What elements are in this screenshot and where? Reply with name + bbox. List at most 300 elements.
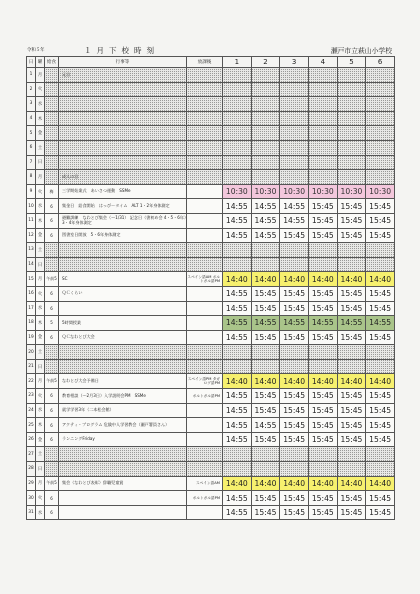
dismissal-time-cell: 14:55 xyxy=(280,199,309,214)
lunch-cell xyxy=(45,345,59,360)
dismissal-time-cell xyxy=(251,111,280,126)
lunch-cell: 6 xyxy=(45,330,59,345)
dismissal-time-cell: 15:45 xyxy=(308,199,337,214)
club-cell xyxy=(187,257,223,272)
dismissal-time-cell: 14:55 xyxy=(223,432,252,447)
event-cell: ＱＣくらい xyxy=(59,286,187,301)
dismissal-time-cell: 14:55 xyxy=(223,316,252,331)
dismissal-time-cell xyxy=(366,359,395,374)
dismissal-time-cell: 14:40 xyxy=(223,374,252,389)
table-row xyxy=(27,374,395,389)
day-cell: 20 xyxy=(27,345,36,360)
weekday-cell: 水 xyxy=(36,301,45,316)
weekday-cell: 月 xyxy=(36,68,45,83)
dismissal-time-cell: 15:45 xyxy=(308,213,337,228)
club-cell xyxy=(187,447,223,462)
dismissal-time-cell xyxy=(337,462,366,477)
dismissal-time-cell xyxy=(366,97,395,112)
weekday-cell: 土 xyxy=(36,140,45,155)
dismissal-time-cell xyxy=(251,243,280,258)
col-header-grade-3: 3 xyxy=(280,57,309,68)
day-cell: 24 xyxy=(27,403,36,418)
dismissal-time-cell xyxy=(280,359,309,374)
event-cell: SC xyxy=(59,272,187,287)
event-cell xyxy=(59,82,187,97)
lunch-cell: 梅 xyxy=(45,184,59,199)
col-header-weekday: 曜 xyxy=(36,57,45,68)
table-row xyxy=(27,447,395,462)
day-cell: 14 xyxy=(27,257,36,272)
lunch-cell: 午前5 xyxy=(45,476,59,491)
dismissal-time-cell xyxy=(251,97,280,112)
dismissal-time-cell xyxy=(366,126,395,141)
dismissal-time-cell: 15:45 xyxy=(251,491,280,506)
dismissal-time-cell: 10:30 xyxy=(366,184,395,199)
event-cell: 教育相談（～2月3日）入学説明会PM SSMe xyxy=(59,389,187,404)
club-cell xyxy=(187,199,223,214)
col-header-club: 放課後 xyxy=(187,57,223,68)
day-cell: 15 xyxy=(27,272,36,287)
table-row xyxy=(27,476,395,491)
lunch-cell: 6 xyxy=(45,286,59,301)
table-row xyxy=(27,359,395,374)
dismissal-time-cell: 15:45 xyxy=(251,403,280,418)
dismissal-time-cell: 14:55 xyxy=(223,286,252,301)
col-header-grade-5: 5 xyxy=(337,57,366,68)
dismissal-time-cell: 15:45 xyxy=(337,418,366,433)
table-row xyxy=(27,491,395,506)
event-cell xyxy=(59,257,187,272)
table-row xyxy=(27,505,395,520)
lunch-cell: 午前5 xyxy=(45,272,59,287)
dismissal-time-cell: 14:40 xyxy=(251,476,280,491)
dismissal-time-cell xyxy=(308,155,337,170)
club-cell: ポルトガル語PM xyxy=(187,389,223,404)
weekday-cell: 日 xyxy=(36,257,45,272)
club-cell xyxy=(187,345,223,360)
table-row xyxy=(27,184,395,199)
dismissal-time-cell xyxy=(280,243,309,258)
event-cell xyxy=(59,345,187,360)
dismissal-time-cell xyxy=(366,257,395,272)
dismissal-time-cell xyxy=(308,447,337,462)
weekday-cell: 火 xyxy=(36,491,45,506)
school-name: 瀬戸市立萩山小学校 xyxy=(330,47,392,55)
weekday-cell: 金 xyxy=(36,126,45,141)
dismissal-time-cell: 14:55 xyxy=(223,330,252,345)
club-cell xyxy=(187,432,223,447)
lunch-cell xyxy=(45,462,59,477)
lunch-cell xyxy=(45,257,59,272)
day-cell: 5 xyxy=(27,126,36,141)
day-cell: 16 xyxy=(27,286,36,301)
dismissal-time-cell: 14:40 xyxy=(337,374,366,389)
lunch-cell xyxy=(45,126,59,141)
dismissal-time-cell: 14:55 xyxy=(251,213,280,228)
col-header-grade-4: 4 xyxy=(308,57,337,68)
lunch-cell: 6 xyxy=(45,418,59,433)
club-cell xyxy=(187,243,223,258)
dismissal-time-cell: 14:55 xyxy=(251,199,280,214)
dismissal-time-cell xyxy=(251,155,280,170)
weekday-cell: 日 xyxy=(36,359,45,374)
dismissal-time-cell: 14:55 xyxy=(223,213,252,228)
dismissal-time-cell xyxy=(337,111,366,126)
club-cell xyxy=(187,403,223,418)
event-cell: 元日 xyxy=(59,68,187,83)
table-row xyxy=(27,82,395,97)
table-row xyxy=(27,213,395,228)
dismissal-time-cell xyxy=(223,97,252,112)
table-row xyxy=(27,389,395,404)
weekday-cell: 土 xyxy=(36,447,45,462)
dismissal-time-cell xyxy=(280,126,309,141)
table-row xyxy=(27,111,395,126)
dismissal-time-cell xyxy=(280,462,309,477)
table-row xyxy=(27,418,395,433)
dismissal-time-cell xyxy=(223,68,252,83)
dismissal-time-cell xyxy=(280,68,309,83)
day-cell: 4 xyxy=(27,111,36,126)
table-row xyxy=(27,68,395,83)
dismissal-time-cell: 14:40 xyxy=(223,476,252,491)
day-cell: 1 xyxy=(27,68,36,83)
col-header-day: 日 xyxy=(27,57,36,68)
dismissal-time-cell xyxy=(280,97,309,112)
dismissal-time-cell: 15:45 xyxy=(280,228,309,243)
event-cell xyxy=(59,462,187,477)
weekday-cell: 金 xyxy=(36,228,45,243)
day-cell: 22 xyxy=(27,374,36,389)
dismissal-time-cell: 14:55 xyxy=(308,316,337,331)
dismissal-time-cell: 15:45 xyxy=(366,228,395,243)
club-cell xyxy=(187,111,223,126)
event-cell: 集会（なわとび表彰）辞職児童賞 xyxy=(59,476,187,491)
table-row xyxy=(27,97,395,112)
weekday-cell: 木 xyxy=(36,111,45,126)
col-header-grade-2: 2 xyxy=(251,57,280,68)
dismissal-time-cell: 14:55 xyxy=(366,316,395,331)
dismissal-time-cell xyxy=(337,126,366,141)
dismissal-time-cell xyxy=(366,155,395,170)
table-row xyxy=(27,272,395,287)
dismissal-time-cell xyxy=(251,82,280,97)
dismissal-time-cell xyxy=(223,111,252,126)
dismissal-time-cell: 14:40 xyxy=(251,272,280,287)
event-cell xyxy=(59,491,187,506)
dismissal-time-cell xyxy=(366,170,395,185)
lunch-cell: 6 xyxy=(45,491,59,506)
dismissal-time-cell: 14:55 xyxy=(223,199,252,214)
table-row xyxy=(27,330,395,345)
dismissal-time-cell: 15:45 xyxy=(337,505,366,520)
dismissal-time-cell: 15:45 xyxy=(280,432,309,447)
dismissal-time-cell xyxy=(251,126,280,141)
day-cell: 21 xyxy=(27,359,36,374)
table-row xyxy=(27,199,395,214)
table-row xyxy=(27,140,395,155)
dismissal-time-cell xyxy=(308,345,337,360)
dismissal-time-cell xyxy=(366,243,395,258)
table-row xyxy=(27,316,395,331)
day-cell: 18 xyxy=(27,316,36,331)
club-cell xyxy=(187,155,223,170)
dismissal-time-cell xyxy=(251,68,280,83)
dismissal-time-cell xyxy=(223,345,252,360)
dismissal-time-cell: 15:45 xyxy=(337,213,366,228)
club-cell: スペイン語AM xyxy=(187,476,223,491)
dismissal-time-cell xyxy=(337,345,366,360)
table-row xyxy=(27,257,395,272)
dismissal-time-cell xyxy=(308,243,337,258)
day-cell: 11 xyxy=(27,213,36,228)
event-cell xyxy=(59,359,187,374)
table-row xyxy=(27,286,395,301)
club-cell xyxy=(187,330,223,345)
dismissal-time-cell xyxy=(308,140,337,155)
dismissal-time-cell: 14:55 xyxy=(251,316,280,331)
dismissal-time-cell xyxy=(337,170,366,185)
club-cell: スペイン語PM タガログ語PM xyxy=(187,374,223,389)
dismissal-time-cell xyxy=(251,359,280,374)
dismissal-time-cell: 10:30 xyxy=(337,184,366,199)
dismissal-time-cell xyxy=(223,170,252,185)
col-header-lunch: 給食 xyxy=(45,57,59,68)
event-cell xyxy=(59,447,187,462)
dismissal-time-cell xyxy=(337,97,366,112)
club-cell xyxy=(187,170,223,185)
dismissal-time-cell: 15:45 xyxy=(337,199,366,214)
lunch-cell xyxy=(45,447,59,462)
weekday-cell: 月 xyxy=(36,476,45,491)
dismissal-time-cell: 14:55 xyxy=(223,491,252,506)
dismissal-time-cell xyxy=(280,82,309,97)
dismissal-time-cell: 15:45 xyxy=(308,286,337,301)
lunch-cell: 6 xyxy=(45,432,59,447)
club-cell xyxy=(187,505,223,520)
weekday-cell: 日 xyxy=(36,462,45,477)
day-cell: 2 xyxy=(27,82,36,97)
col-header-grade-6: 6 xyxy=(366,57,395,68)
dismissal-time-cell xyxy=(251,170,280,185)
club-cell xyxy=(187,82,223,97)
dismissal-time-cell: 14:40 xyxy=(280,476,309,491)
dismissal-time-table xyxy=(26,56,395,520)
lunch-cell xyxy=(45,243,59,258)
weekday-cell: 火 xyxy=(36,286,45,301)
table-row xyxy=(27,345,395,360)
weekday-cell: 木 xyxy=(36,213,45,228)
dismissal-time-cell: 14:40 xyxy=(366,476,395,491)
table-header-row xyxy=(27,57,395,68)
dismissal-time-cell: 15:45 xyxy=(308,301,337,316)
dismissal-time-cell: 14:55 xyxy=(251,228,280,243)
dismissal-time-cell: 10:30 xyxy=(280,184,309,199)
day-cell: 8 xyxy=(27,170,36,185)
day-cell: 26 xyxy=(27,432,36,447)
dismissal-time-cell xyxy=(308,97,337,112)
dismissal-time-cell: 15:45 xyxy=(366,286,395,301)
dismissal-time-cell: 15:45 xyxy=(280,389,309,404)
dismissal-time-cell: 15:45 xyxy=(251,301,280,316)
dismissal-time-cell xyxy=(223,257,252,272)
weekday-cell: 月 xyxy=(36,170,45,185)
weekday-cell: 火 xyxy=(36,184,45,199)
day-cell: 29 xyxy=(27,476,36,491)
dismissal-time-cell xyxy=(337,68,366,83)
dismissal-time-cell: 15:45 xyxy=(280,505,309,520)
dismissal-time-cell xyxy=(308,359,337,374)
table-row xyxy=(27,403,395,418)
dismissal-time-cell xyxy=(223,462,252,477)
day-cell: 12 xyxy=(27,228,36,243)
dismissal-time-cell xyxy=(366,447,395,462)
event-cell xyxy=(59,505,187,520)
weekday-cell: 月 xyxy=(36,374,45,389)
club-cell xyxy=(187,97,223,112)
dismissal-time-cell xyxy=(308,111,337,126)
weekday-cell: 土 xyxy=(36,243,45,258)
dismissal-time-cell: 14:40 xyxy=(308,374,337,389)
dismissal-time-cell: 14:40 xyxy=(308,272,337,287)
event-cell: なわとび大会予備日 xyxy=(59,374,187,389)
dismissal-time-cell xyxy=(223,359,252,374)
lunch-cell: 6 xyxy=(45,389,59,404)
dismissal-time-cell xyxy=(251,462,280,477)
weekday-cell: 水 xyxy=(36,505,45,520)
club-cell xyxy=(187,126,223,141)
lunch-cell xyxy=(45,140,59,155)
dismissal-time-cell: 15:45 xyxy=(251,432,280,447)
sheet-header xyxy=(26,44,394,55)
lunch-cell xyxy=(45,82,59,97)
event-cell: アクティ・プログラム 危険中人学習教会（瀬戸署員さん） xyxy=(59,418,187,433)
event-cell xyxy=(59,155,187,170)
event-cell: 集金日 給食開始 はっぴータイム ALT 1・2年身体測定 xyxy=(59,199,187,214)
lunch-cell: 5 xyxy=(45,316,59,331)
day-cell: 9 xyxy=(27,184,36,199)
event-cell: ランニングFriday xyxy=(59,432,187,447)
dismissal-time-cell: 14:55 xyxy=(223,505,252,520)
lunch-cell: 6 xyxy=(45,403,59,418)
event-cell xyxy=(59,243,187,258)
dismissal-time-cell xyxy=(337,243,366,258)
event-cell xyxy=(59,301,187,316)
era-label: 令和５年 xyxy=(27,48,45,53)
dismissal-time-cell xyxy=(280,257,309,272)
dismissal-time-cell: 15:45 xyxy=(308,228,337,243)
dismissal-time-cell: 15:45 xyxy=(280,330,309,345)
day-cell: 30 xyxy=(27,491,36,506)
dismissal-time-cell xyxy=(366,345,395,360)
event-cell: 就学学習3年（二本松会館） xyxy=(59,403,187,418)
dismissal-time-cell: 14:55 xyxy=(251,418,280,433)
lunch-cell xyxy=(45,359,59,374)
club-cell xyxy=(187,140,223,155)
dismissal-time-cell xyxy=(308,126,337,141)
col-header-grade-1: 1 xyxy=(223,57,252,68)
dismissal-time-cell xyxy=(337,257,366,272)
dismissal-time-cell: 14:40 xyxy=(366,374,395,389)
dismissal-time-cell: 15:45 xyxy=(337,491,366,506)
dismissal-time-cell: 10:30 xyxy=(308,184,337,199)
dismissal-time-cell: 15:45 xyxy=(337,432,366,447)
dismissal-time-cell xyxy=(280,170,309,185)
dismissal-time-cell: 14:40 xyxy=(308,476,337,491)
event-cell xyxy=(59,126,187,141)
club-cell xyxy=(187,68,223,83)
dismissal-time-cell: 15:45 xyxy=(251,505,280,520)
dismissal-time-cell: 15:45 xyxy=(337,286,366,301)
event-cell xyxy=(59,111,187,126)
club-cell xyxy=(187,418,223,433)
dismissal-time-cell xyxy=(366,68,395,83)
dismissal-time-cell: 15:45 xyxy=(280,418,309,433)
dismissal-time-cell xyxy=(223,140,252,155)
event-cell xyxy=(59,97,187,112)
table-row xyxy=(27,301,395,316)
dismissal-time-cell xyxy=(366,140,395,155)
table-row xyxy=(27,432,395,447)
event-cell: 図書室日開放 5・6年身体測定 xyxy=(59,228,187,243)
lunch-cell xyxy=(45,170,59,185)
weekday-cell: 金 xyxy=(36,432,45,447)
day-cell: 28 xyxy=(27,462,36,477)
lunch-cell xyxy=(45,111,59,126)
day-cell: 3 xyxy=(27,97,36,112)
dismissal-time-cell: 10:30 xyxy=(251,184,280,199)
dismissal-time-cell: 14:55 xyxy=(280,213,309,228)
lunch-cell xyxy=(45,155,59,170)
weekday-cell: 水 xyxy=(36,199,45,214)
dismissal-time-cell: 14:55 xyxy=(223,389,252,404)
dismissal-time-cell: 14:40 xyxy=(366,272,395,287)
dismissal-time-cell: 15:45 xyxy=(366,213,395,228)
dismissal-time-cell xyxy=(308,170,337,185)
event-cell xyxy=(59,140,187,155)
dismissal-time-cell xyxy=(223,126,252,141)
dismissal-time-cell xyxy=(251,257,280,272)
table-row xyxy=(27,243,395,258)
weekday-cell: 木 xyxy=(36,316,45,331)
dismissal-time-cell xyxy=(251,140,280,155)
event-cell: 成人の日 xyxy=(59,170,187,185)
dismissal-time-cell: 15:45 xyxy=(280,301,309,316)
club-cell: スペイン語AM ボルトガル語PM xyxy=(187,272,223,287)
weekday-cell: 水 xyxy=(36,97,45,112)
dismissal-time-cell xyxy=(223,82,252,97)
day-cell: 23 xyxy=(27,389,36,404)
dismissal-time-cell: 15:45 xyxy=(280,403,309,418)
dismissal-time-cell: 15:45 xyxy=(280,286,309,301)
dismissal-time-cell: 15:45 xyxy=(308,432,337,447)
lunch-cell: 午前5 xyxy=(45,374,59,389)
dismissal-time-cell: 15:45 xyxy=(308,505,337,520)
weekday-cell: 水 xyxy=(36,403,45,418)
dismissal-time-cell xyxy=(280,140,309,155)
club-cell xyxy=(187,228,223,243)
dismissal-time-cell: 15:45 xyxy=(366,199,395,214)
dismissal-time-cell: 14:55 xyxy=(223,418,252,433)
dismissal-time-cell: 14:40 xyxy=(280,272,309,287)
dismissal-time-cell xyxy=(280,447,309,462)
dismissal-time-cell: 15:45 xyxy=(337,389,366,404)
dismissal-time-cell xyxy=(337,155,366,170)
dismissal-time-cell: 15:45 xyxy=(251,389,280,404)
club-cell xyxy=(187,359,223,374)
weekday-cell: 金 xyxy=(36,330,45,345)
dismissal-time-cell xyxy=(251,447,280,462)
